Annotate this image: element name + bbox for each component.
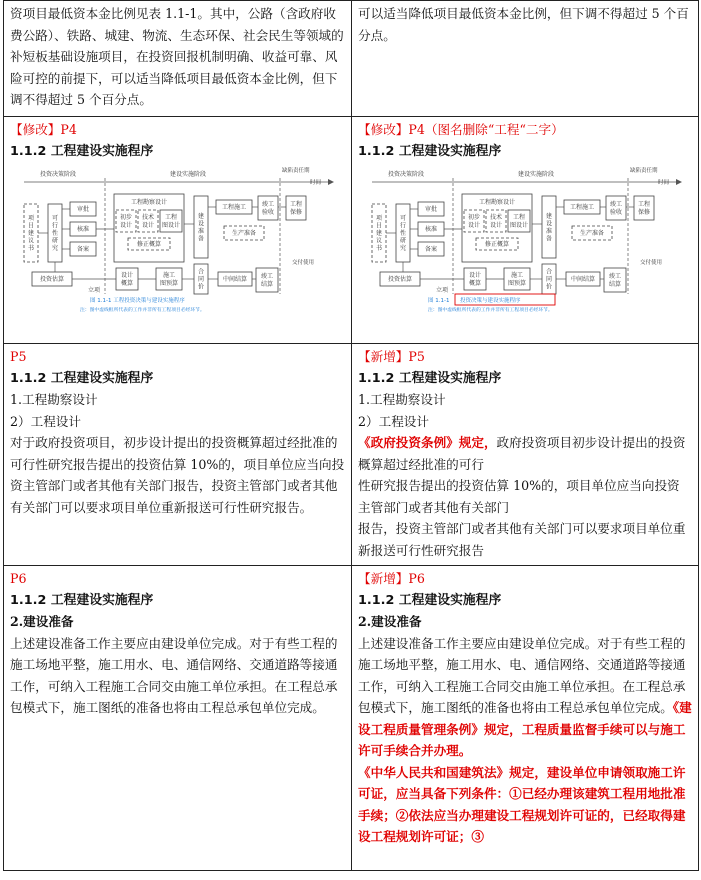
flow-box-label: 竣工验收 [261,201,275,216]
subheading: 1.工程勘察设计 [358,392,446,407]
time-label: 时间 [658,180,670,186]
flow-box-label: 竣工结算 [608,273,622,288]
flow-box-label: 备案 [76,246,90,253]
figure-note: 注：图中虚线框所代表的工作并非所有工程项目必经环节。 [428,308,553,313]
row1-left-text: 资项目最低资本金比例见表 1.1-1。其中，公路（含政府收费公路）、铁路、城建、物流、生态环保、社会民生等领域的补短板基础设施项目，在投资回报机制明确、收益可靠、风险可控的前提下，可以适当降低项目最低资本金比例，但下调不得超过 5 个百分点。 [10,6,344,107]
flow-box-label: 初步设计 [119,214,133,229]
cell-row1-left [4,1,352,117]
regulation-citation: 《中华人民共和国建筑法》规定，建设单位申请领取施工许可证，应当具备下列条件：①已经办理该建筑工程用地批准手续；②依法应当办理建设工程规划许可证的，已经取得建设工程规划许可证；③ [358,764,686,844]
flow-box-label: 工程图设计 [161,214,181,229]
flow-box-label: 合同价 [545,268,553,291]
flow-box-label: 建设准备 [197,212,205,243]
phase-label: 建设实施阶段 [170,171,207,178]
flow-box-label: 施工图预算 [159,272,179,287]
page-ref: P6 [408,571,425,586]
subheading: 2.建设准备 [358,614,422,629]
cell-row2-left [4,117,352,344]
phase-label: 建设实施阶段 [518,171,555,178]
flow-box-label: 工程图设计 [509,214,529,229]
flow-box [606,196,626,220]
regulation-citation: 《政府投资条例》规定， [358,435,497,450]
flow-box-label: 竣工结算 [260,273,274,288]
flow-box-label: 合同价 [197,268,205,291]
phase-label: 缺陷责任期 [282,168,310,174]
flow-box-label: 中间结算 [222,276,248,283]
flow-box-label: 修正概算 [136,241,162,248]
diagram-label: 交付使用 [640,260,663,266]
table-row [4,117,699,344]
figure-caption: 投资决策与建设实施程序 [460,298,521,304]
phase-label: 投资决策阶段 [388,171,425,178]
figure-caption: 图 1.1-1 工程投资决策与建设实施程序 [90,298,185,304]
subheading: 1.工程勘察设计 [10,392,98,407]
diagram-label: 立项 [87,287,101,294]
flow-box-label: 项目建议书 [27,215,35,252]
cell-row2-right [352,117,699,344]
section-heading: 1.1.2 工程建设实施程序 [358,143,502,159]
flow-box-label: 设计概算 [120,272,134,287]
page-ref: P4 [60,122,77,137]
flow-box [258,196,278,220]
body-text: 报告，投资主管部门或者其他有关部门可以要求项目单位重新报送可行性研究报告 [358,521,686,558]
body-text: 上述建设准备工作主要应由建设单位完成。对于有些工程的施工场地平整，施工用水、电、通信网络、交通道路等接通工作，可纳入工程施工合同交由施工单位承担。在工程总承包模式下，施工图纸的准备也将由工程总承包单位完成。 [358,635,686,715]
flow-box-label: 技术设计 [489,214,503,229]
flow-box-label: 修正概算 [484,241,510,248]
flow-box-label: 初步设计 [467,214,481,229]
table-row [4,1,699,117]
flow-box-label: 工程施工 [569,204,595,211]
flow-box-label: 项目建议书 [375,215,383,252]
section-heading: 1.1.2 工程建设实施程序 [10,592,154,608]
flow-box-label: 投资估算 [39,276,65,283]
flow-box [286,196,306,220]
flow-box-label: 建设准备 [545,212,553,243]
flow-box-label: 设计概算 [468,272,482,287]
phase-label: 缺陷责任期 [630,168,658,174]
modify-tag: 【修改】 [10,122,61,137]
flow-box-label: 备案 [424,246,438,253]
cell-row3-left [4,344,352,566]
subheading: 2.建设准备 [10,614,74,629]
flow-box [256,268,278,292]
body-paragraph [358,633,692,762]
flow-box-label: 核准 [76,226,90,233]
process-diagram [10,164,344,314]
process-figure-left [10,164,345,314]
time-arrow [328,179,334,185]
group-label: 工程勘察设计 [130,199,168,206]
flow-box [604,268,626,292]
flow-box-label: 技术设计 [141,214,155,229]
body-text: 上述建设准备工作主要应由建设单位完成。对于有些工程的施工场地平整，施工用水、电、通信网络、交通道路等接通工作，可纳入工程施工合同交由施工单位承担。在工程总承包模式下，施工图纸的准备也将由工程总承包单位完成。 [10,635,338,715]
page-ref: P4（图名删除“工程“二字） [408,122,564,137]
table-row [4,344,699,566]
cell-row1-right [352,1,699,117]
section-heading: 1.1.2 工程建设实施程序 [10,370,154,386]
flow-box-label: 可行性研究 [51,215,59,252]
time-arrow [676,179,682,185]
diagram-label: 交付使用 [292,260,315,266]
flow-box-label: 核准 [424,226,438,233]
flow-box-label: 可行性研究 [399,215,407,252]
comparison-table [3,0,699,871]
flow-box [634,196,654,220]
process-figure-right [358,164,692,314]
new-tag: 【新增】 [358,349,409,364]
body-text: 性研究报告提出的投资估算 10%的，项目单位应当向投资主管部门或者其他有关部门 [358,478,680,515]
new-tag: 【新增】 [358,571,409,586]
page-ref: P5 [408,349,425,364]
body-text: 政府投资项目初步设计提出的投资概算超过经批准的可行 [358,435,686,472]
cell-row3-right [352,344,699,566]
section-heading: 1.1.2 工程建设实施程序 [358,370,502,386]
section-heading: 1.1.2 工程建设实施程序 [10,143,154,159]
flow-box-label: 工程保修 [289,201,303,216]
flow-box-label: 生产准备 [579,230,605,237]
modify-tag: 【修改】 [358,122,409,137]
flow-box-label: 审批 [424,206,438,213]
flow-box-label: 生产准备 [231,230,257,237]
subheading: 2）工程设计 [358,413,429,429]
flow-box-label: 中间结算 [570,276,596,283]
row1-right-text: 可以适当降低项目最低资本金比例，但下调不得超过 5 个百分点。 [358,6,689,43]
diagram-label: 立项 [435,287,449,294]
page-ref: P5 [10,349,27,364]
cell-row4-right [352,566,699,871]
body-text: 对于政府投资项目，初步设计提出的投资概算超过经批准的可行性研究报告提出的投资估算 10%的，项目单位应当向投资主管部门或者其他有关部门报告，投资主管部门或者其他有关部门可以要求项目单位重新报送可行性研究报告。 [10,435,345,515]
regulation-citation: 《建设工程质量管理条例》规定，工程质量监督手续可以与施工许可手续合并办理。 [358,700,692,758]
table-row [4,566,699,871]
process-diagram [358,164,692,314]
subheading: 2）工程设计 [10,413,81,429]
section-heading: 1.1.2 工程建设实施程序 [358,592,502,608]
flow-box-label: 施工图预算 [507,272,527,287]
flow-box-label: 工程施工 [221,204,247,211]
flow-box-label: 审批 [76,206,90,213]
cell-row4-left [4,566,352,871]
phase-label: 投资决策阶段 [40,171,77,178]
figure-note: 注：图中虚线框所代表的工作并非所有工程项目必经环节。 [80,308,205,313]
flow-box-label: 竣工验收 [609,201,623,216]
time-label: 时间 [310,180,322,186]
flow-box-label: 工程保修 [637,201,651,216]
group-label: 工程勘察设计 [478,199,516,206]
figure-caption: 图 1.1-1 [428,298,450,304]
page-ref: P6 [10,571,27,586]
flow-box-label: 投资估算 [387,276,413,283]
